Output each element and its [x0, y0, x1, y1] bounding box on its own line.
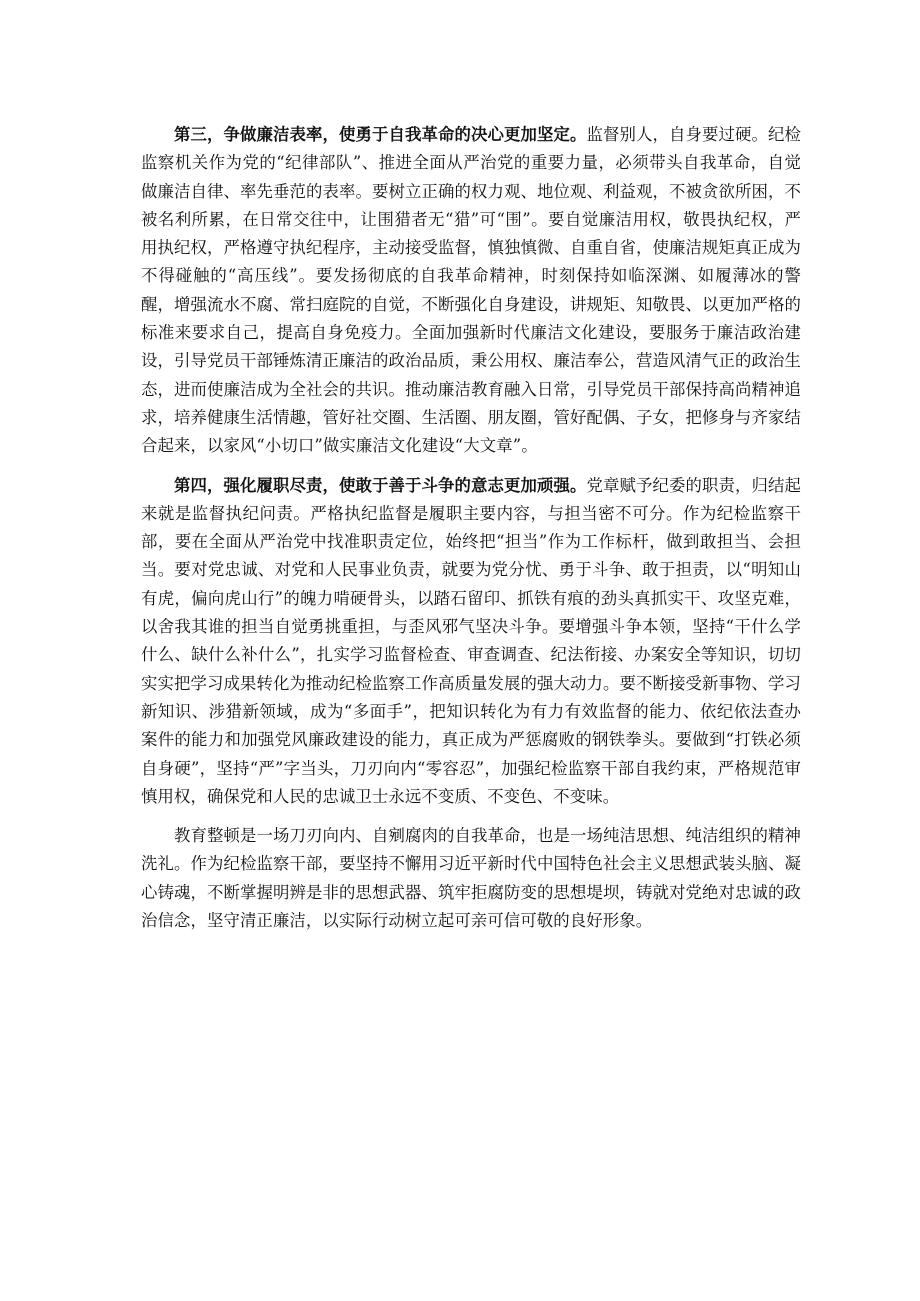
paragraph-heading: 第四，强化履职尽责，使敢于善于斗争的意志更加顽强。	[174, 475, 587, 495]
paragraph-text: 教育整顿是一场刀刃向内、自剜腐肉的自我革命，也是一场纯洁思想、纯洁组织的精神洗礼。作为纪检监察干部，要坚持不懈用习近平新时代中国特色社会主义思想武装头脑、凝心铸魂，不断掌握明辨是非的思想武器、筑牢拒腐防变的思想堤坝，铸就对党绝对忠诚的政治信念，坚守清正廉洁，以实际行动树立起可亲可信可敬的良好形象。	[141, 826, 801, 931]
paragraph-third-point	[141, 121, 801, 461]
paragraph-fourth-point	[141, 472, 801, 812]
paragraph-text: 党章赋予纪委的职责，归结起来就是监督执纪问责。严格执纪监督是履职主要内容，与担当密不可分。作为纪检监察干部，要在全面从严治党中找准职责定位，始终把“担当”作为工作标杆，做到敢担当、会担当。要对党忠诚、对党和人民事业负责，就要为党分忧、勇于斗争、敢于担责，以“明知山有虎，偏向虎山行”的魄力啃硬骨头，以踏石留印、抓铁有痕的劲头真抓实干、攻坚克难，以舍我其谁的担当自觉勇挑重担，与歪风邪气坚决斗争。要增强斗争本领，坚持“干什么学什么、缺什么补什么”，扎实学习监督检查、审查调查、纪法衔接、办案安全等知识，切切实实把学习成果转化为推动纪检监察工作高质量发展的强大动力。要不断接受新事物、学习新知识、涉猎新领域，成为“多面手”，把知识转化为有力有效监督的能力、依纪依法查办案件的能力和加强党风廉政建设的能力，真正成为严惩腐败的钢铁拳头。要做到“打铁必须自身硬”，坚持“严”字当头，刀刃向内“零容忍”，加强纪检监察干部自我约束，严格规范审慎用权，确保党和人民的忠诚卫士永远不变质、不变色、不变味。	[141, 475, 801, 806]
paragraph-heading: 第三，争做廉洁表率，使勇于自我革命的决心更加坚定。	[174, 125, 587, 144]
document-body	[141, 121, 801, 946]
paragraph-text: 监督别人，自身要过硬。纪检监察机关作为党的“纪律部队”、推进全面从严治党的重要力量，必须带头自我革命，自觉做廉洁自律、率先垂范的表率。要树立正确的权力观、地位观、利益观，不被贪欲所困，不被名利所累，在日常交往中，让围猎者无“猎”可“围”。要自觉廉洁用权，敬畏执纪权，严用执纪权，严格遵守执纪程序，主动接受监督，慎独慎微、自重自省，使廉洁规矩真正成为不得碰触的“高压线”。要发扬彻底的自我革命精神，时刻保持如临深渊、如履薄冰的警醒，增强流水不腐、常扫庭院的自觉，不断强化自身建设，讲规矩、知敬畏、以更加严格的标准来要求自己，提高自身免疫力。全面加强新时代廉洁文化建设，要服务于廉洁政治建设，引导党员干部锤炼清正廉洁的政治品质，秉公用权、廉洁奉公，营造风清气正的政治生态，进而使廉洁成为全社会的共识。推动廉洁教育融入日常，引导党员干部保持高尚精神追求，培养健康生活情趣，管好社交圈、生活圈、朋友圈，管好配偶、子女，把修身与齐家结合起来，以家风“小切口”做实廉洁文化建设“大文章”。	[141, 125, 801, 456]
paragraph-conclusion	[141, 822, 801, 935]
